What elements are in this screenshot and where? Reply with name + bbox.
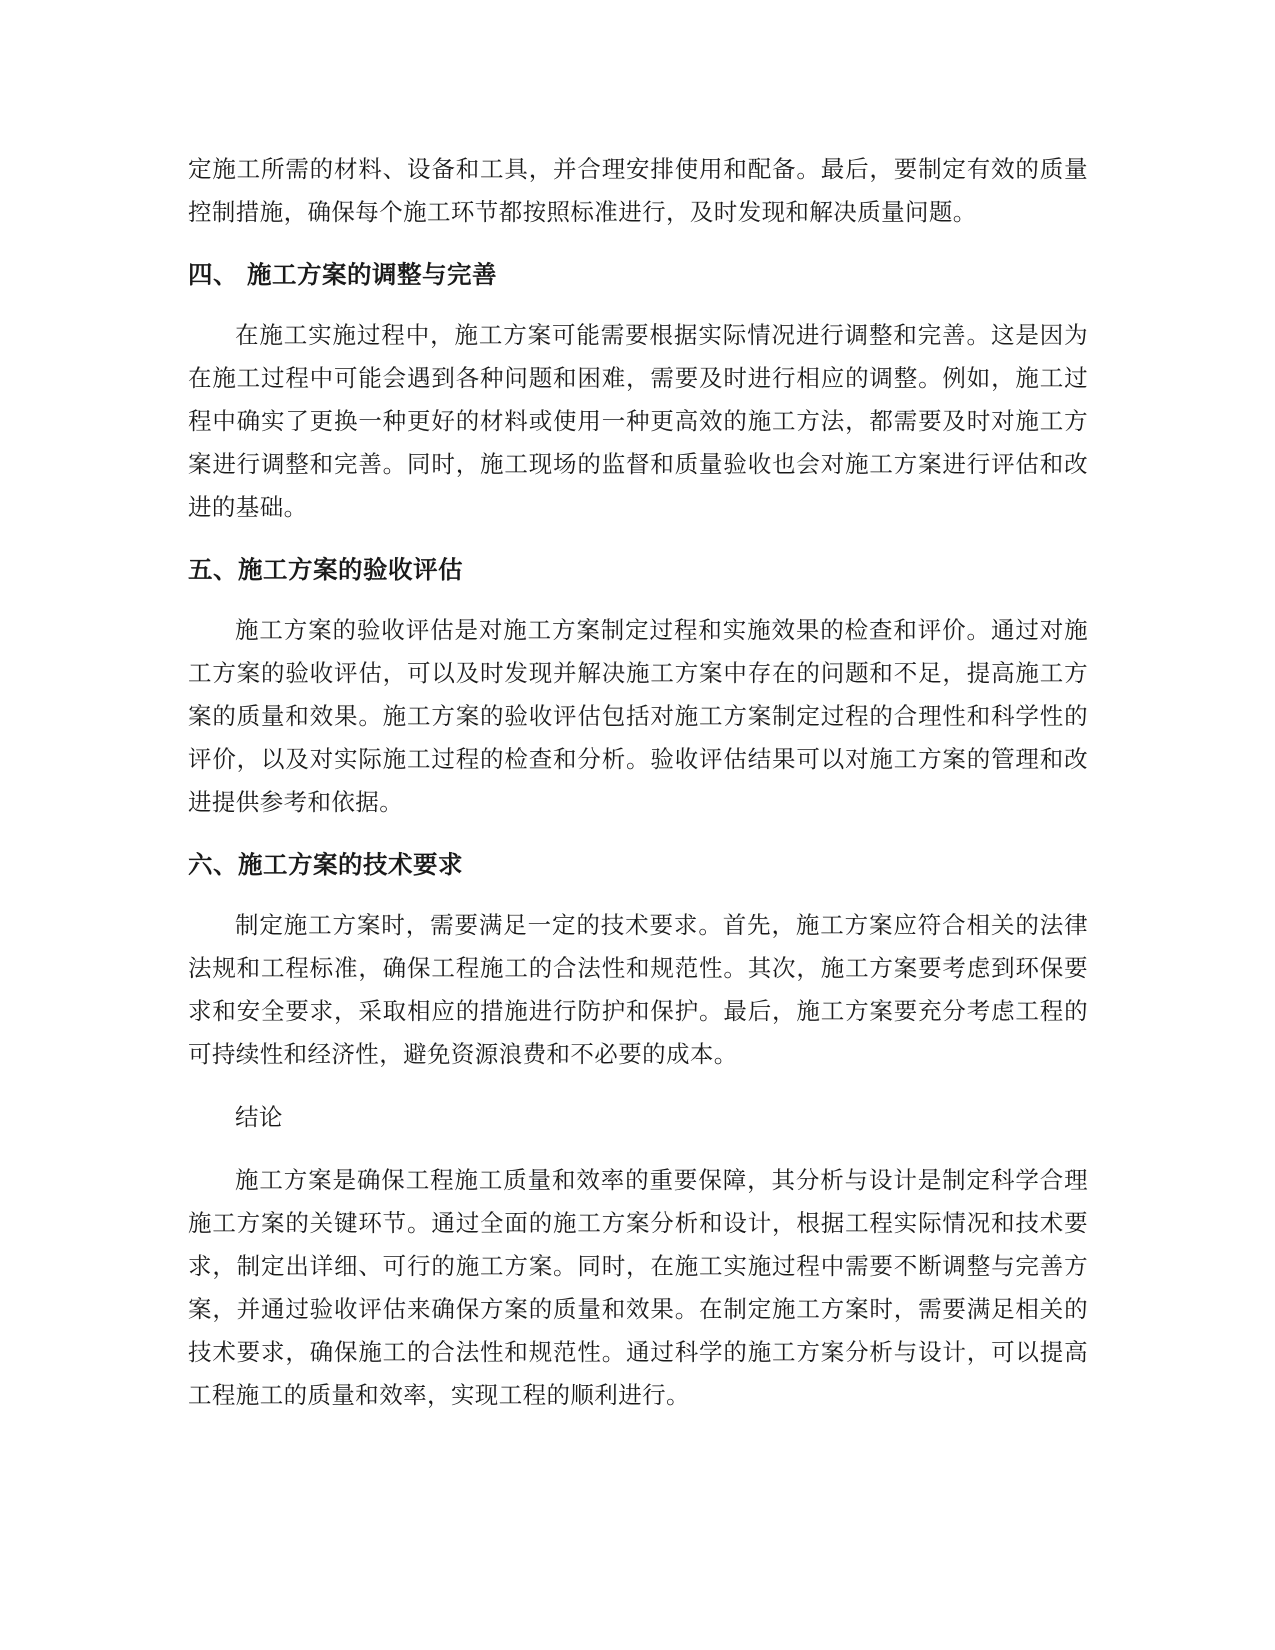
section-paragraph-6: 制定施工方案时，需要满足一定的技术要求。首先，施工方案应符合相关的法律法规和工程标准，确保工程施工的合法性和规范性。其次，施工方案要考虑到环保要求和安全要求，采取相应的措施进行防护和保护。最后，施工方案要充分考虑工程的可持续性和经济性，避免资源浪费和不必要的成本。 xyxy=(188,911,1088,1068)
conclusion-label: 结论 xyxy=(235,1103,283,1131)
document-body xyxy=(188,148,1088,1417)
section-paragraph-5: 施工方案的验收评估是对施工方案制定过程和实施效果的检查和评价。通过对施工方案的验收评估，可以及时发现并解决施工方案中存在的问题和不足，提高施工方案的质量和效果。施工方案的验收评估包括对施工方案制定过程的合理性和科学性的评价，以及对实际施工过程的检查和分析。验收评估结果可以对施工方案的管理和改进提供参考和依据。 xyxy=(188,616,1088,816)
conclusion-paragraph: 施工方案是确保工程施工质量和效率的重要保障，其分析与设计是制定科学合理施工方案的关键环节。通过全面的施工方案分析和设计，根据工程实际情况和技术要求，制定出详细、可行的施工方案。同时，在施工实施过程中需要不断调整与完善方案，并通过验收评估来确保方案的质量和效果。在制定施工方案时，需要满足相关的技术要求，确保施工的合法性和规范性。通过科学的施工方案分析与设计，可以提高工程施工的质量和效率，实现工程的顺利进行。 xyxy=(188,1166,1088,1409)
section-paragraph-4: 在施工实施过程中，施工方案可能需要根据实际情况进行调整和完善。这是因为在施工过程中可能会遇到各种问题和困难，需要及时进行相应的调整。例如，施工过程中确实了更换一种更好的材料或使用一种更高效的施工方法，都需要及时对施工方案进行调整和完善。同时，施工现场的监督和质量验收也会对施工方案进行评估和改进的基础。 xyxy=(188,321,1088,521)
section-heading-6: 六、施工方案的技术要求 xyxy=(188,850,463,879)
section-heading-4: 四、 施工方案的调整与完善 xyxy=(188,260,498,289)
section-heading-5: 五、施工方案的验收评估 xyxy=(188,555,463,584)
intro-paragraph: 定施工所需的材料、设备和工具，并合理安排使用和配备。最后，要制定有效的质量控制措施，确保每个施工环节都按照标准进行，及时发现和解决质量问题。 xyxy=(188,155,1088,226)
